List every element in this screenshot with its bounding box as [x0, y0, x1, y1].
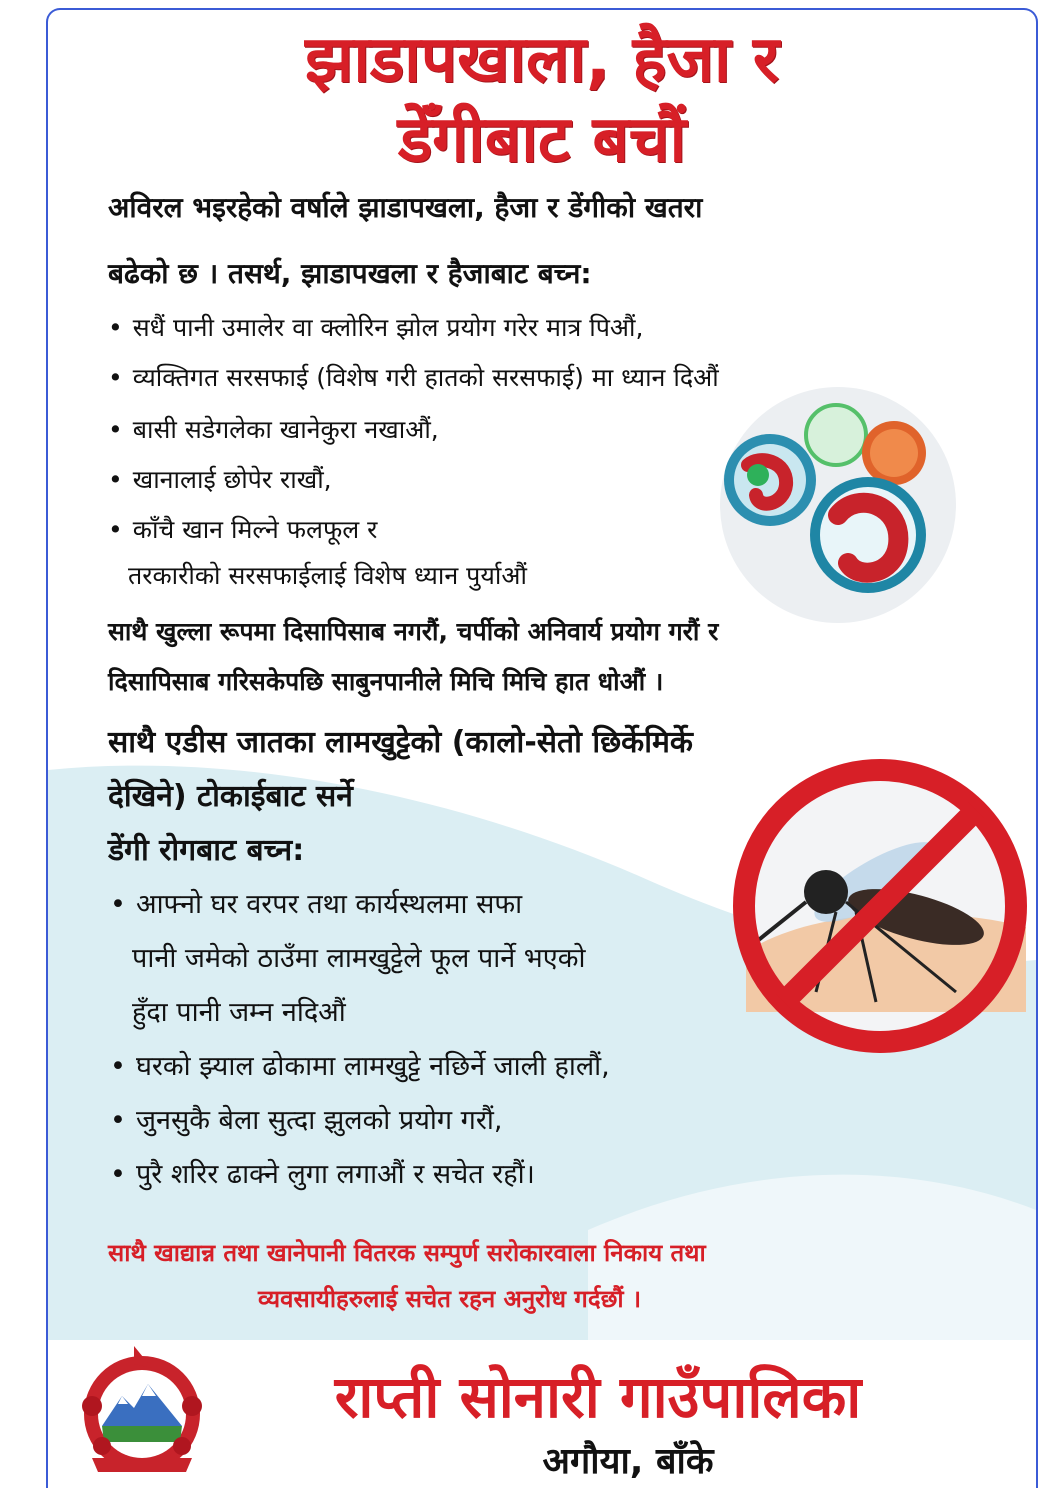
no-mosquito-sign — [726, 752, 1034, 1060]
dengue-bullet-1: • आफ्नो घर वरपर तथा कार्यस्थलमा सफा — [110, 889, 523, 920]
diarrhea-bullet-4: • खानालाई छोपेर राखौं, — [108, 465, 332, 494]
bullet-dot: • — [110, 1051, 126, 1082]
bullet-dot: • — [108, 415, 123, 444]
dengue-heading-line2: देखिने) टोकाईबाट सर्ने — [108, 779, 353, 814]
government-emblem-icon — [62, 1346, 222, 1476]
dengue-bullet-3: • जुनसुकै बेला सुत्दा झुलको प्रयोग गरौं, — [110, 1105, 503, 1136]
bullet-dot: • — [108, 465, 123, 494]
bullet-dot: • — [110, 1105, 126, 1136]
stomach-illustration — [698, 385, 978, 625]
hygiene-line2: दिसापिसाब गरिसकेपछि साबुनपानीले मिचि मिचि हात धोऔं । — [108, 667, 664, 696]
dengue-heading-line3: डेंगी रोगबाट बच्न: — [108, 833, 305, 868]
dengue-bullet-1-line2: पानी जमेको ठाउँमा लामखुट्टेले फूल पार्ने भएको — [132, 943, 586, 974]
intro-line1: अविरल भइरहेको वर्षाले झाडापखला, हैजा र डेंगीको खतरा — [108, 191, 703, 224]
dengue-bullet-2: • घरको झ्याल ढोकामा लामखुट्टे नछिर्ने जाली हालौं, — [110, 1051, 610, 1082]
diarrhea-bullet-2: • व्यक्तिगत सरसफाई (विशेष गरी हातको सरसफाई) मा ध्यान दिऔं — [108, 363, 719, 392]
dengue-heading-line1: साथै एडीस जातका लामखुट्टेको (कालो-सेतो छिर्केमिर्के — [108, 725, 693, 760]
diarrhea-bullet-3: • बासी सडेगलेका खानेकुरा नखाऔं, — [108, 415, 439, 444]
poster-frame — [46, 8, 1038, 1488]
hygiene-line1: साथै खुल्ला रूपमा दिसापिसाब नगरौं, चर्पीको अनिवार्य प्रयोग गरौं र — [108, 617, 719, 646]
organization-location: अगौया, बाँके — [542, 1441, 714, 1482]
bullet-dot: • — [110, 1159, 126, 1190]
diarrhea-bullet-5-continued: तरकारीको सरसफाईलाई विशेष ध्यान पुर्याऔं — [128, 561, 527, 590]
diarrhea-bullet-1: • सधैं पानी उमालेर वा क्लोरिन झोल प्रयोग गरेर मात्र पिऔं, — [108, 313, 644, 342]
diarrhea-bullet-5: • काँचै खान मिल्ने फलफूल र — [108, 515, 378, 544]
dengue-bullet-4: • पुरै शरिर ढाक्ने लुगा लगाऔं र सचेत रहौं। — [110, 1159, 535, 1190]
organization-name: राप्ती सोनारी गाउँपालिका — [334, 1363, 862, 1431]
bullet-dot: • — [108, 515, 123, 544]
bullet-dot: • — [108, 363, 123, 392]
notice-line2: व्यवसायीहरुलाई सचेत रहन अनुरोध गर्दछौं । — [258, 1285, 642, 1313]
notice-line1: साथै खाद्यान्न तथा खानेपानी वितरक सम्पुर्ण सरोकारवाला निकाय तथा — [108, 1239, 706, 1267]
dengue-bullet-1-line3: हुँदा पानी जम्न नदिऔं — [132, 997, 346, 1028]
poster-title-line1: झाडापखाला, हैजा र — [304, 23, 780, 97]
bullet-dot: • — [108, 313, 123, 342]
intro-line2: बढेको छ । तसर्थ, झाडापखला र हैजाबाट बच्न: — [108, 257, 592, 290]
bullet-dot: • — [110, 889, 126, 920]
poster-title-line2: डेँगीबाट बचौं — [397, 103, 687, 177]
